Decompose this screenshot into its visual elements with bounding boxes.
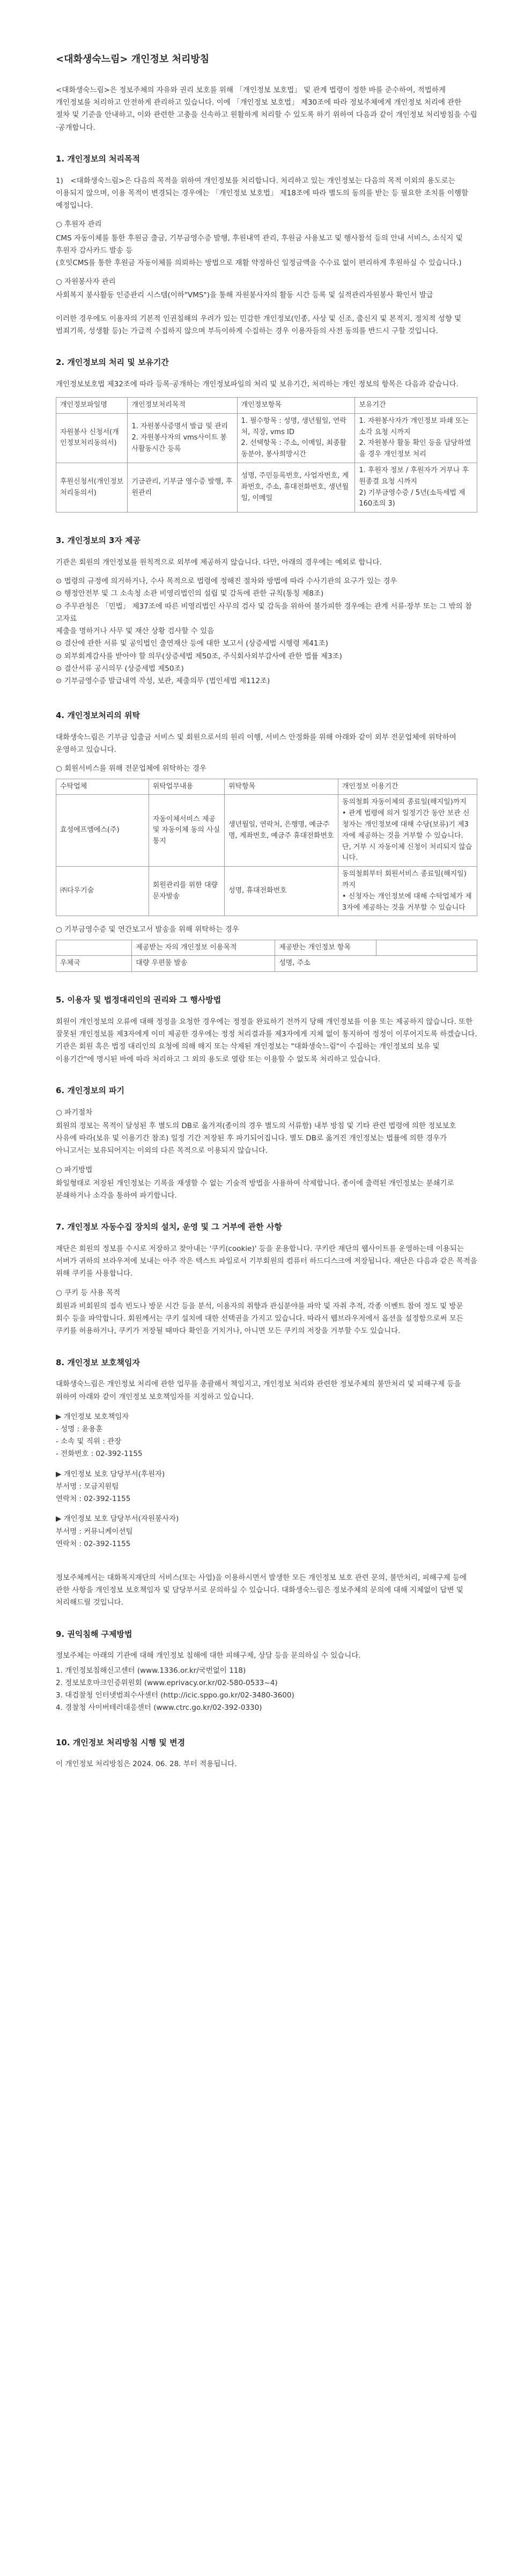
table-header-cell: 제공받는 개인정보 항목	[275, 940, 376, 956]
table-row	[56, 795, 477, 867]
table-cell: 생년월일, 연락처, 은행명, 예금주명, 계좌번호, 예금주 휴대전화번호	[224, 795, 338, 867]
sponsor-management-body: CMS 자동이체를 통한 후원금 출금, 기부금영수증 발행, 후원내역 관리, 후원금 사용보고 및 행사참석 등의 안내 서비스, 소식지 및 후원자 감사카드 발송 등	[56, 233, 463, 255]
outsourcing-table	[56, 779, 477, 917]
privacy-officer-block	[56, 1411, 477, 1461]
table-cell: 자원봉사 신청서(개인정보처리동의서)	[56, 413, 128, 463]
receipt-table-header	[56, 940, 477, 956]
table-row	[56, 956, 477, 972]
section-3-body: 기관은 회원의 개인정보를 원칙적으로 외부에 제공하지 않습니다. 다만, 아래의 경우에는 예외로 합니다.	[56, 558, 382, 567]
table-header-cell: 개인정보처리목적	[128, 398, 237, 414]
list-item: 3. 대검찰청 인터넷범죄수사센터 (http://icic.sppo.go.kr/02-3480-3600)	[56, 1691, 294, 1700]
table-cell: 성명, 휴대전화번호	[224, 867, 338, 916]
receipt-table	[56, 940, 477, 972]
list-item: ⊙ 주무관청은 「민법」 제37조에 따른 비영리법인 사무의 검사 및 감독을 위하여 불가피한 경우에는 관계 서류·장부 또는 그 밖의 참고자료	[56, 602, 472, 623]
table-cell: 1. 자원봉사자가 개인정보 파쇄 또는 소각 요청 시까지 2. 자원봉사 활동 확인 등을 담당하였을 경우 개인정보 처리	[355, 413, 477, 463]
section-4-body: 대화생숙느림은 기부금 입출금 서비스 및 회원으로서의 원리 이행, 서비스 안정화를 위해 아래와 같이 외부 전문업체에 위탁하여 운영하고 있습니다.	[56, 733, 456, 755]
list-item: ⊙ 외부회계감사를 받아야 할 의무(상증세법 제50조, 주식회사외부감사에 관한 법률 제3조)	[56, 652, 342, 661]
sponsor-dept-block	[56, 1468, 477, 1506]
table-cell: 자동이체서비스 제공 및 자동이체 동의 사실 통지	[149, 795, 224, 867]
section-6-title: 6. 개인정보의 파기	[56, 1085, 125, 1095]
table-row	[56, 413, 477, 463]
list-item: 4. 경찰청 사이버테러대응센터 (www.ctrc.go.kr/02-392-0330)	[56, 1703, 262, 1713]
table-header-cell: 위탁업무내용	[149, 779, 224, 795]
table-row	[56, 463, 477, 513]
volunteer-management-body: 사회복지 봉사활동 인증관리 시스템(이하"VMS")을 통해 자원봉사자의 활동 시간 등록 및 실적관리자원봉사 확인서 발급	[56, 291, 433, 300]
destruction-procedure-title: ○ 파기절차	[56, 1108, 93, 1117]
table-header-cell: 수탁업체	[56, 779, 149, 795]
table-cell: 1. 자원봉사증명서 발급 및 관리 2. 자원봉사자의 vms사이트 봉사활동시간 등록	[128, 413, 237, 463]
retention-table	[56, 397, 477, 513]
section-1-title: 1. 개인정보의 처리목적	[56, 153, 140, 164]
section-9-body: 정보주체는 아래의 기관에 대해 개인정보 침해에 대한 피해구제, 상담 등을 문의하실 수 있습니다.	[56, 1651, 361, 1660]
privacy-officer-title: ▶ 개인정보 보호책임자	[56, 1412, 129, 1421]
list-item: ⊙ 행정안전부 및 그 소속청 소관 비영리법인의 설립 및 감독에 관한 규칙(통칭 제8조)	[56, 589, 324, 598]
section-2-body: 개인정보보호법 제32조에 따라 등록·공개하는 개인정보파일의 처리 및 보유기간, 처리하는 개인 정보의 항목은 다음과 같습니다.	[56, 379, 459, 389]
list-item: ⊙ 기부금영수증 발급내역 작성, 보관, 제출의무 (법인세법 제112조)	[56, 676, 270, 685]
intro-paragraph: <대화생숙느림>은 정보주체의 자유와 권리 보호를 위해 「개인정보 보호법」 및 관계 법령이 정한 바를 준수하여, 적법하게 개인정보를 처리하고 안전하게 관리하고 있습니다. 이에 「개인정보 보호법」 제30조에 따라 정보주체에게 개인정보 처리에 관한 절차 및 기준을 안내하고, 이와 관련한 고충을 신속하고 원활하게 처리할 수 있도록 하기 위하여 다음과 같이 개인정보 처리방침을 수립·공개합니다.	[56, 85, 477, 132]
list-item: ⊙ 결산에 관한 서류 및 공익법인 출연재산 등에 대한 보고서 (상증세법 시행령 제41조)	[56, 639, 328, 648]
page-title: <대화생숙느림> 개인정보 처리방침	[56, 54, 210, 65]
outsourcing-table-header	[56, 779, 477, 795]
section-8-body: 대화생숙느림은 개인정보 처리에 관한 업무를 총괄해서 책임지고, 개인정보 처리와 관련한 정보주체의 불만처리 및 피해구제 등을 위하여 아래와 같이 개인정보 보호책임자를 지정하고 있습니다.	[56, 1380, 461, 1401]
table-cell: 1. 필수항목 : 성명, 생년월일, 연락처, 직장, vms ID 2. 선택항목 : 주소, 이메일, 최종활동분야, 봉사희망시간	[237, 413, 355, 463]
list-item: ⊙ 법령의 규정에 의거하거나, 수사 목적으로 법령에 정해진 절차와 방법에 따라 수사기관의 요구가 있는 경우	[56, 577, 397, 586]
table-header-cell: 보유기간	[355, 398, 477, 414]
list-item: 제출을 명하거나 사무 및 재산 상황 검사할 수 있음	[56, 627, 215, 636]
sponsor-management-title: ○ 후원자 관리	[56, 220, 102, 229]
contact-line: 부서명 : 모금지원팀	[56, 1482, 119, 1491]
contact-line: - 전화번호 : 02-392-1155	[56, 1450, 143, 1459]
section-9-title: 9. 권익침해 구제방법	[56, 1629, 132, 1639]
table-cell: 성명, 주민등록번호, 사업자번호, 계좌번호, 주소, 휴대전화번호, 생년월일, 이메일	[237, 463, 355, 513]
table-row	[56, 867, 477, 916]
table-header-cell: 개인정보파일명	[56, 398, 128, 414]
table-cell: 우체국	[56, 956, 132, 972]
cookie-purpose-body: 회원과 비회원의 접속 빈도나 방문 시간 등을 분석, 이용자의 취향과 관심분야를 파악 및 자취 추적, 각종 이벤트 참여 정도 및 방문 회수 등을 파악합니다. 회원께서는 쿠키 설치에 대한 선택권을 가지고 있습니다. 따라서 웹브라우저에서 옵션을 설정함으로써 모든 쿠키를 허용하거나, 쿠키가 저장될 때마다 확인을 거치거나, 아니면 모든 쿠키의 저장을 거부할 수도 있습니다.	[56, 1301, 463, 1336]
contact-line: 연락처 : 02-392-1155	[56, 1495, 131, 1504]
table-cell: 대량 우편물 발송	[132, 956, 275, 972]
contact-line: - 성명 : 윤용훈	[56, 1425, 103, 1434]
table-header-cell: 개인정보 이용기간	[338, 779, 477, 795]
sponsor-management-note: (호잇CMS를 통한 후원금 자동이체를 의뢰하는 방법으로 재활 약정하신 일정금액을 수수료 없이 편리하게 후원하실 수 있습니다.)	[56, 258, 462, 267]
table-cell: 효성에프엠에스(주)	[56, 795, 149, 867]
destruction-method-body: 화일형태로 저장된 개인정보는 기록을 재생할 수 없는 기술적 방법을 사용하여 삭제합니다. 종이에 출력된 개인정보는 분쇄기로 분쇄하거나 소각을 통하여 파기합니다.	[56, 1179, 454, 1201]
outsourcing-list-title: ○ 회원서비스를 위해 전문업체에 위탁하는 경우	[56, 764, 207, 773]
table-header-cell: 위탁항목	[224, 779, 338, 795]
list-item: 1. 개인정보침해신고센터 (www.1336.or.kr/국번없이 118)	[56, 1666, 246, 1675]
table-cell: ㈜다우기술	[56, 867, 149, 916]
table-cell: 동의철회 자동이체의 종료일(해지일)까지 • 관계 법령에 의거 일정기간 동안 보관 신청자는 개인정보에 대해 수당(보류)기 제3자에 제공하는 것을 거부할 수 있습니다. 단, 거부 시 자동이체 신청이 처리되지 않습니다.	[338, 795, 477, 867]
section-4-title: 4. 개인정보처리의 위탁	[56, 711, 140, 721]
section-8-footer: 정보주체께서는 대화복지재단의 서비스(또는 사업)을 이용하시면서 발생한 모든 개인정보 보호 관련 문의, 불만처리, 피해구제 등에 관한 사항을 개인정보 보호책임자 및 담당부서로 문의하실 수 있습니다. 대화생숙느림은 정보주체의 문의에 대해 지체없이 답변 및 처리해드릴 것입니다.	[56, 1573, 467, 1607]
contact-line: 연락처 : 02-392-1155	[56, 1539, 131, 1548]
section-7-body: 재단은 회원의 정보를 수시로 저장하고 찾아내는 '쿠키(cookie)' 등을 운용합니다. 쿠키란 재단의 웹사이트를 운영하는데 이용되는 서버가 귀하의 브라우저에 보내는 아주 작은 텍스트 파일로서 기부회원의 컴퓨터 하드디스크에 저장됩니다. 재단은 다음과 같은 목적을 위해 쿠키를 사용합니다.	[56, 1245, 477, 1278]
table-cell: 기금관리, 기부금 영수증 발행, 후원관리	[128, 463, 237, 513]
list-item: ⊙ 결산서류 공시의무 (상증세법 제50조)	[56, 664, 184, 673]
table-cell: 1. 후원자 정보 / 후원자가 거부나 후원종결 요청 시까지 2) 기부금영수증 / 5년(소득세법 제160조의 3)	[355, 463, 477, 513]
section-5-title: 5. 이용자 및 법정대리인의 권리와 그 행사방법	[56, 995, 221, 1005]
destruction-method-title: ○ 파기방법	[56, 1165, 93, 1174]
table-cell: 후원신청서(개인정보처리동의서)	[56, 463, 128, 513]
destruction-procedure-body: 회원의 정보는 목적이 달성된 후 별도의 DB로 옮겨져(종이의 경우 별도의 서류함) 내부 방침 및 기타 관련 법령에 의한 정보보호 사유에 따라(보유 및 이용기간 참조) 일정 기간 저장된 후 파기되어집니다. 별도 DB로 옮겨진 개인정보는 법률에 의한 경우가 아니고서는 보유되어지는 이외의 다른 목적으로 이용되지 않습니다.	[56, 1121, 456, 1155]
contact-line: 부서명 : 커뮤니케이션팀	[56, 1527, 133, 1536]
retention-table-header	[56, 398, 477, 414]
table-cell: 동의철회부터 회원서비스 종료일(해지일)까지 • 신청자는 개인정보에 대해 수탁업체가 제3자에 제공하는 것을 거부할 수 있습니다	[338, 867, 477, 916]
remedy-agency-list	[56, 1665, 477, 1715]
list-item: 2. 정보보호마크인증위원회 (www.eprivacy.or.kr/02-580-0533~4)	[56, 1678, 278, 1687]
table-cell: 회원관리를 위한 대량 문자발송	[149, 867, 224, 916]
section-2-title: 2. 개인정보의 처리 및 보유기간	[56, 357, 169, 368]
sensitive-info-paragraph: 이러한 경우에도 이용자의 기본적 인권침해의 우려가 있는 민감한 개인정보(인종, 사상 및 신조, 출신지 및 본적지, 정치적 성향 및 범죄기록, 성생활 등)는 가급적 수집하지 않으며 부득이하게 수집하는 경우 이용자들의 사전 동의를 반드시 구할 것입니다.	[56, 314, 462, 335]
table-cell: 성명, 주소	[275, 956, 477, 972]
volunteer-dept-title: ▶ 개인정보 보호 담당부서(자원봉사자)	[56, 1514, 179, 1524]
section-1-body: 1) <대화생숙느림>은 다음의 목적을 위하여 개인정보를 처리합니다. 처리하고 있는 개인정보는 다음의 목적 이외의 용도로는 이용되지 않으며, 이용 목적이 변경되는 경우에는 「개인정보 보호법」 제18조에 따라 별도의 동의를 받는 등 필요한 조치를 이행할 예정입니다.	[56, 176, 469, 210]
volunteer-management-title: ○ 자원봉사자 관리	[56, 277, 116, 287]
section-3-title: 3. 개인정보의 3자 제공	[56, 536, 141, 546]
section-10-title: 10. 개인정보 처리방침 시행 및 변경	[56, 1737, 186, 1747]
third-party-list	[56, 575, 477, 687]
contact-line: - 소속 및 직위 : 관장	[56, 1437, 122, 1446]
table-header-cell: 개인정보항목	[237, 398, 355, 414]
section-10-body: 이 개인정보 처리방침은 2024. 06. 28. 부터 적용됩니다.	[56, 1760, 237, 1769]
section-8-title: 8. 개인정보 보호책임자	[56, 1357, 140, 1367]
section-7-title: 7. 개인정보 자동수집 장치의 설치, 운영 및 그 거부에 관한 사항	[56, 1222, 282, 1232]
table-header-cell	[56, 940, 132, 956]
volunteer-dept-block	[56, 1513, 477, 1550]
receipt-list-title: ○ 기부금영수증 및 연간보고서 발송을 위해 위탁하는 경우	[56, 925, 239, 934]
sponsor-dept-title: ▶ 개인정보 보호 담당부서(후원자)	[56, 1469, 165, 1479]
section-5-body: 회원이 개인정보의 오류에 대해 정정을 요청한 경우에는 정정을 완료하기 전까지 당해 개인정보를 이용 또는 제공하지 않습니다. 또한 잘못된 개인정보를 제3자에게 이미 제공한 경우에는 정정 처리결과를 제3자에게 지체 없이 통지하여 정정이 이루어지도록 하겠습니다. 기관은 회원 혹은 법정 대리인의 요청에 의해 해지 또는 삭제된 개인정보는 "대화생숙느림"이 수집하는 개인정보의 보유 및 이용기간"에 명시된 바에 따라 처리하고 그 외의 용도로 열람 또는 이용할 수 없도록 처리하고 있습니다.	[56, 1018, 477, 1064]
table-header-cell	[376, 940, 477, 956]
table-header-cell: 제공받는 자의 개인정보 이용목적	[132, 940, 275, 956]
cookie-purpose-title: ○ 쿠키 등 사용 목적	[56, 1288, 121, 1297]
